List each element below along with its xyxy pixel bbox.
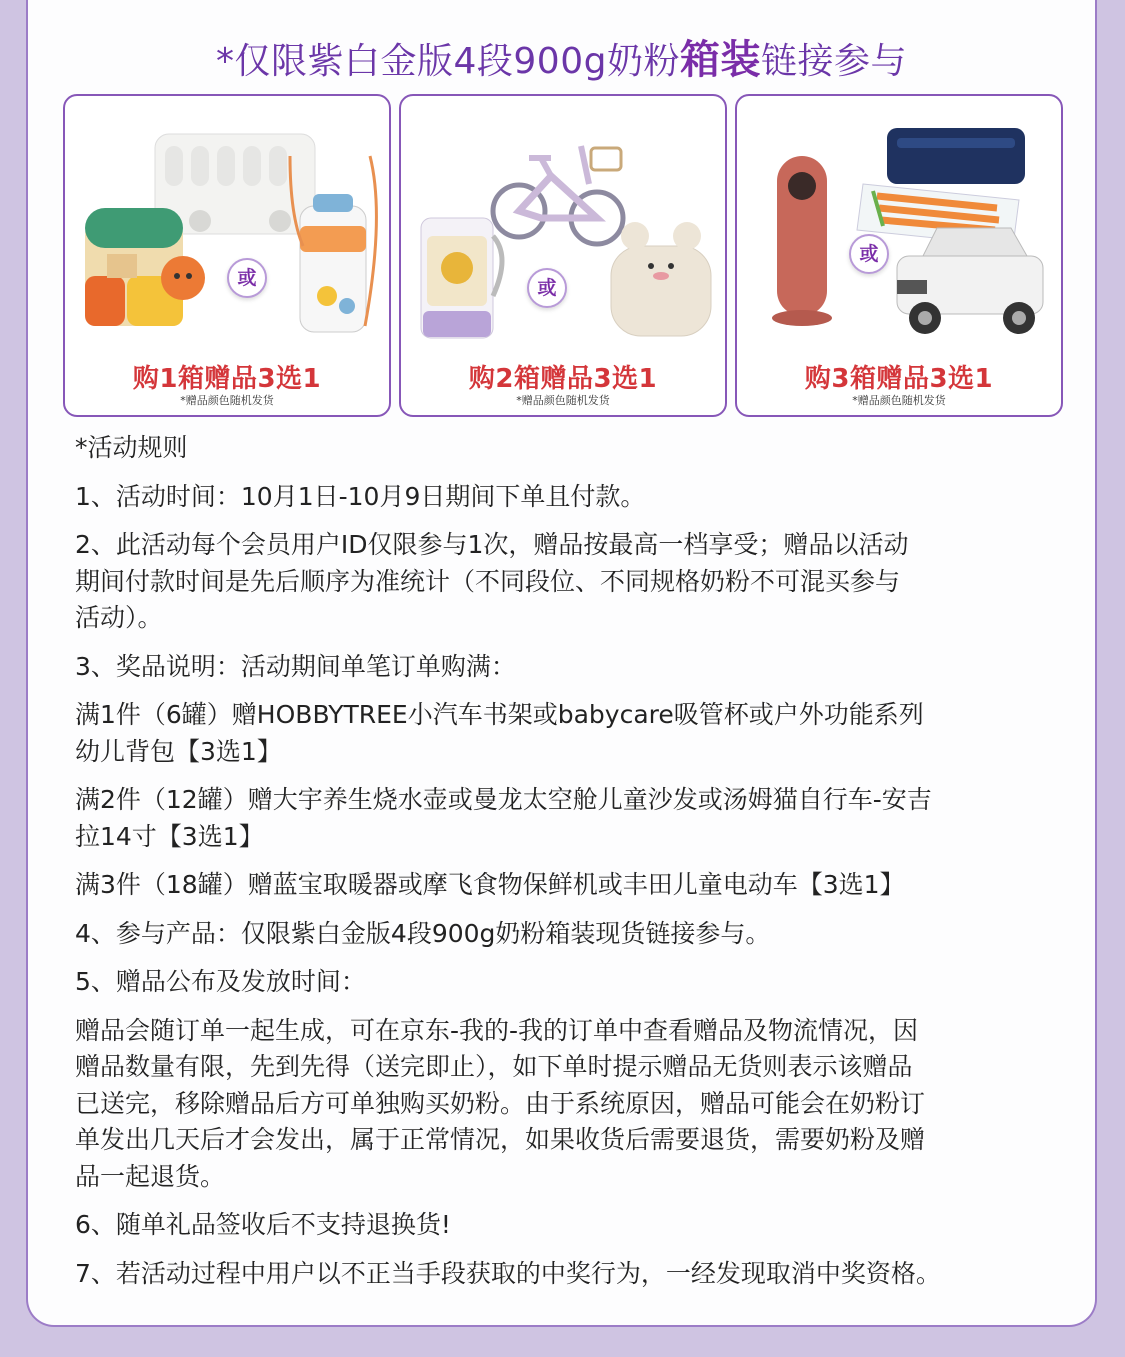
health-kettle-image bbox=[421, 218, 502, 338]
gift-tier-2[interactable] bbox=[399, 94, 727, 417]
headline-part2: 链接参与 bbox=[760, 41, 907, 82]
rule-5-line-4: 单发出几天后才会发出，属于正常情况，如果收货后需要退货，需要奶粉及赠 bbox=[75, 1125, 926, 1154]
promo-card bbox=[26, 0, 1097, 1327]
gift-tier-2-image bbox=[401, 96, 725, 354]
rule-3: 3、奖品说明：活动期间单笔订单购满： bbox=[75, 651, 516, 681]
or-badge: 或 bbox=[227, 258, 267, 298]
headline-part1: *仅限紫白金版4段900g奶粉 bbox=[216, 41, 680, 82]
headline-emphasis: 箱装 bbox=[679, 37, 761, 83]
rules-heading: *活动规则 bbox=[75, 433, 188, 462]
gift-tier-3-image bbox=[737, 96, 1061, 354]
tier-2-line-2: 拉14寸【3选1】 bbox=[75, 821, 264, 851]
rule-5-line-2: 赠品数量有限，先到先得（送完即止），如下单时提示赠品无货则表示该赠品 bbox=[75, 1052, 913, 1081]
tier-2-line-1: 满2件（12罐）赠大宇养生烧水壶或曼龙太空舱儿童沙发或汤姆猫自行车-安吉 bbox=[75, 785, 932, 814]
gift-tier-title: 购3箱赠品3选1 bbox=[804, 364, 994, 394]
tier-1-line-2: 幼儿背包【3选1】 bbox=[75, 736, 282, 766]
rule-7: 7、若活动过程中用户以不正当手段获取的中奖行为，一经发现取消中奖资格。 bbox=[75, 1258, 941, 1288]
toy-electric-car-image bbox=[897, 228, 1043, 334]
rule-2-line-2: 期间付款时间是先后顺序为准统计（不同段位、不同规格奶粉不可混买参与 bbox=[75, 566, 901, 596]
gift-tier-1-image bbox=[65, 96, 389, 354]
gift-tier-3[interactable] bbox=[735, 94, 1063, 417]
rule-5-line-3: 已送完，移除赠品后方可单独购买奶粉。由于系统原因，赠品可能会在奶粉订 bbox=[75, 1088, 926, 1118]
gift-tier-note: *赠品颜色随机发货 bbox=[516, 394, 610, 407]
rule-4: 4、参与产品：仅限紫白金版4段900g奶粉箱装现货链接参与。 bbox=[75, 918, 771, 948]
gift-tier-title: 购1箱赠品3选1 bbox=[132, 364, 322, 394]
rule-1: 1、活动时间：10月1日-10月9日期间下单且付款。 bbox=[75, 481, 646, 511]
rules-section bbox=[75, 430, 1075, 1292]
kids-bicycle-image bbox=[493, 146, 623, 244]
heater-image bbox=[772, 156, 832, 326]
rule-5-line-1: 赠品会随订单一起生成，可在京东-我的-我的订单中查看赠品及物流情况，因 bbox=[75, 1015, 919, 1045]
rule-5: 5、赠品公布及发放时间： bbox=[75, 967, 366, 996]
tier-3: 满3件（18罐）赠蓝宝取暖器或摩飞食物保鲜机或丰田儿童电动车【3选1】 bbox=[75, 870, 905, 899]
gift-tier-title: 购2箱赠品3选1 bbox=[468, 364, 658, 394]
tier-1-line-1: 满1件（6罐）赠HOBBYTREE小汽车书架或babycare吸管杯或户外功能系列 bbox=[75, 700, 924, 729]
rule-2-line-1: 2、此活动每个会员用户ID仅限参与1次，赠品按最高一档享受；赠品以活动 bbox=[75, 530, 909, 559]
rule-2-line-3: 活动）。 bbox=[75, 603, 163, 632]
headline bbox=[28, 28, 1095, 85]
rule-6: 6、随单礼品签收后不支持退换货! bbox=[75, 1210, 451, 1239]
kids-sofa-image bbox=[611, 222, 711, 336]
gift-tier-note: *赠品颜色随机发货 bbox=[180, 394, 274, 407]
rule-5-line-5: 品一起退货。 bbox=[75, 1161, 226, 1191]
or-badge: 或 bbox=[849, 234, 889, 274]
gift-tier-note: *赠品颜色随机发货 bbox=[852, 394, 946, 407]
gift-tier-1[interactable] bbox=[63, 94, 391, 417]
or-badge: 或 bbox=[527, 268, 567, 308]
